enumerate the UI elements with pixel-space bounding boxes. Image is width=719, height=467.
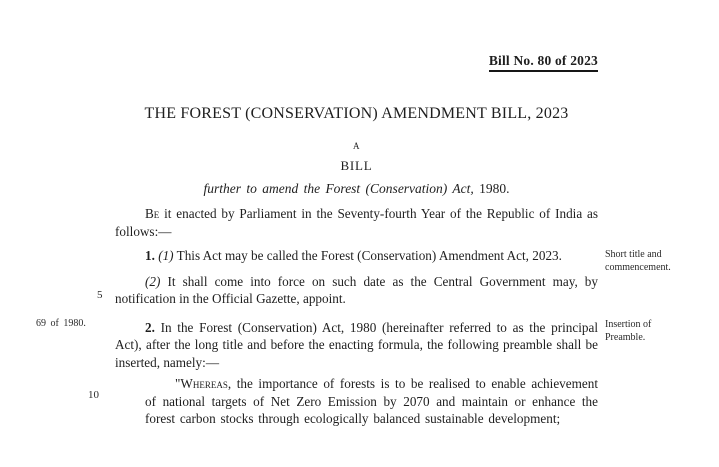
clause-1-sub-2-text: It shall come into force on such date as the Central Government may, by notification in the Official Gazette, appoint.	[115, 273, 598, 306]
clause-1-sub-1-text: This Act may be called the Forest (Conservation) Amendment Act, 2023.	[173, 248, 562, 263]
preamble-whereas-smallcaps: Whereas	[180, 376, 228, 391]
line-number-10: 10	[88, 389, 99, 401]
enacting-lead-smallcaps: Be	[145, 206, 160, 221]
bill-number: Bill No. 80 of 2023	[489, 53, 598, 72]
enacting-formula	[115, 205, 598, 240]
enacting-text: it enacted by Parliament in the Seventy-fourth Year of the Republic of India as follows:—	[115, 206, 598, 239]
line-number-5: 5	[97, 289, 103, 301]
bill-title: THE FOREST (CONSERVATION) AMENDMENT BILL, 2023	[144, 105, 569, 122]
article-a-label: A	[353, 141, 360, 151]
margin-note-short-title: Short title and commencement.	[605, 249, 671, 273]
bill-body-text	[115, 205, 598, 428]
long-title-italic-text: further to amend the Forest (Conservation) Act,	[203, 181, 474, 196]
preamble-open-quote: "	[175, 376, 181, 391]
clause-2-text: In the Forest (Conservation) Act, 1980 (hereinafter referred to as the principal Act), after the long title and before the enacting formula, the following preamble shall be inserted, namely:—	[115, 319, 598, 370]
long-title	[115, 181, 598, 197]
long-title-year: 1980.	[473, 181, 510, 196]
clause-1-sub-1-number: (1)	[154, 248, 174, 263]
margin-note-insertion-of-preamble: Insertion of Preamble.	[605, 319, 652, 343]
clause-1-subsection-1	[115, 247, 598, 265]
clause-2	[115, 319, 598, 372]
bill-word-label: BILL	[340, 158, 373, 173]
clause-1-number: 1.	[145, 248, 155, 263]
preamble-text: , the importance of forests is to be realised to enable achievement of national targets of Net Zero Emission by 2070 and maintain or enhance the forest carbon stocks through ecologically balanced sustainable development;	[145, 376, 598, 426]
margin-act-reference: 69 of 1980.	[36, 318, 86, 329]
clause-1-sub-2-number: (2)	[145, 273, 161, 289]
clause-2-number: 2.	[145, 319, 155, 335]
preamble-whereas-paragraph	[145, 375, 598, 428]
clause-1-subsection-2	[115, 273, 598, 308]
